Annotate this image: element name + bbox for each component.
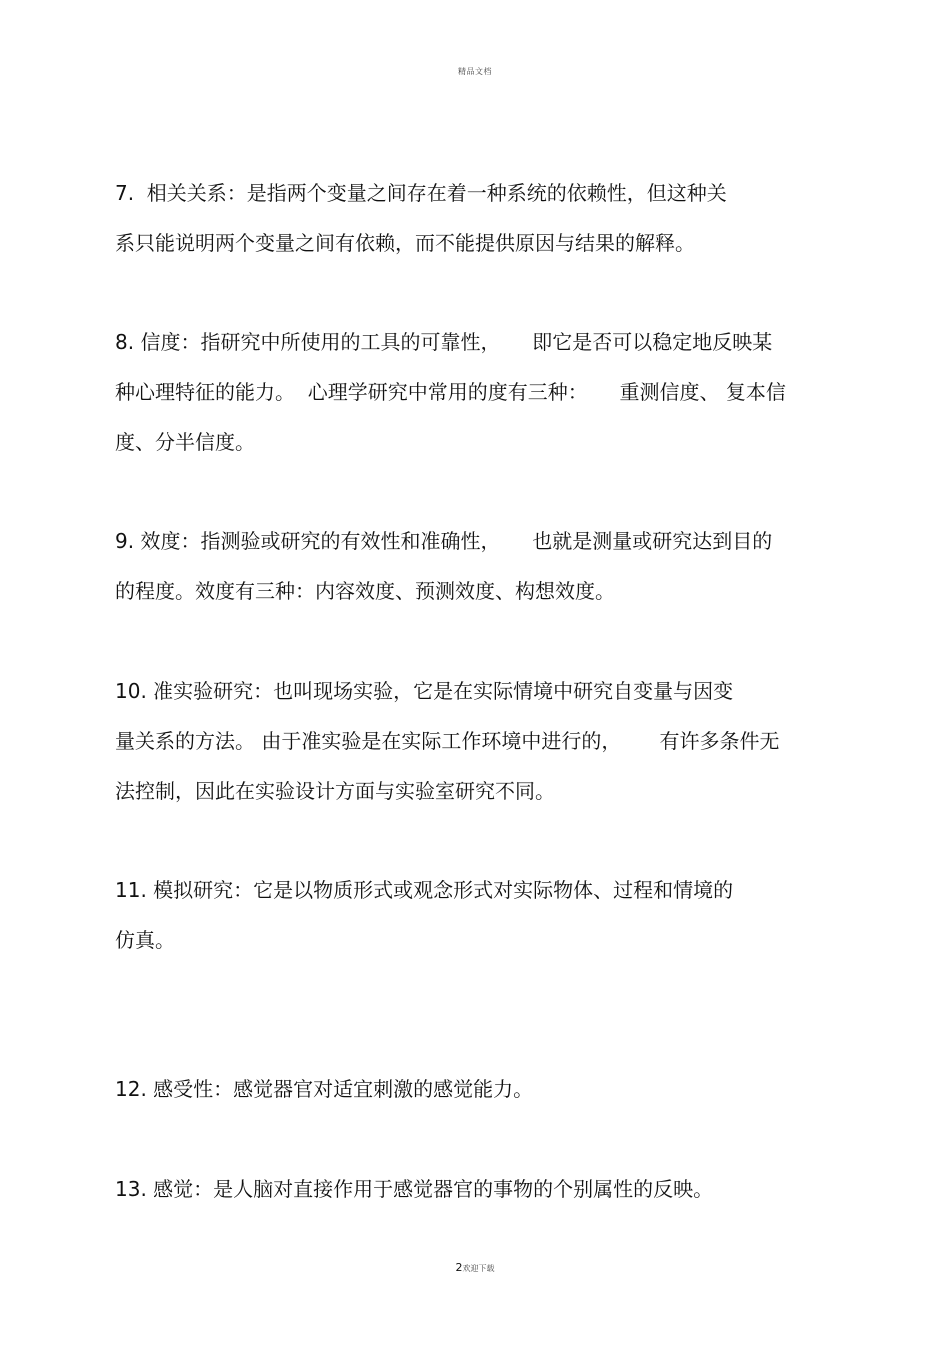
text-line: 量关系的方法。 由于准实验是在实际工作环境中进行的， 有许多条件无 xyxy=(115,729,780,753)
text-line: 9. 效度：指测验或研究的有效性和准确性， 也就是测量或研究达到目的 xyxy=(115,529,773,553)
text-line: 种心理特征的能力。 心理学研究中常用的度有三种： 重测信度、 复本信 xyxy=(115,380,786,404)
text-line: 法控制，因此在实验设计方面与实验室研究不同。 xyxy=(115,779,555,803)
page-number: 2 xyxy=(455,1261,463,1274)
text-line: 度、分半信度。 xyxy=(115,430,255,454)
footer-text: 欢迎下载 xyxy=(462,1264,495,1273)
text-line: 13. 感觉：是人脑对直接作用于感觉器官的事物的个别属性的反映。 xyxy=(115,1177,714,1201)
page-header: 精品文档 xyxy=(458,67,492,76)
text-line: 7. 相关关系：是指两个变量之间存在着一种系统的依赖性，但这种关 xyxy=(115,181,727,205)
text-line: 仿真。 xyxy=(115,928,175,952)
text-line: 10. 准实验研究：也叫现场实验，它是在实际情境中研究自变量与因变 xyxy=(115,679,734,703)
text-line: 系只能说明两个变量之间有依赖，而不能提供原因与结果的解释。 xyxy=(115,231,695,255)
text-line: 的程度。效度有三种：内容效度、预测效度、构想效度。 xyxy=(115,579,615,603)
text-line: 11. 模拟研究：它是以物质形式或观念形式对实际物体、过程和情境的 xyxy=(115,878,734,902)
page-footer xyxy=(0,1261,950,1274)
text-line: 12. 感受性：感觉器官对适宜刺激的感觉能力。 xyxy=(115,1077,534,1101)
text-line: 8. 信度：指研究中所使用的工具的可靠性， 即它是否可以稳定地反映某 xyxy=(115,330,773,354)
